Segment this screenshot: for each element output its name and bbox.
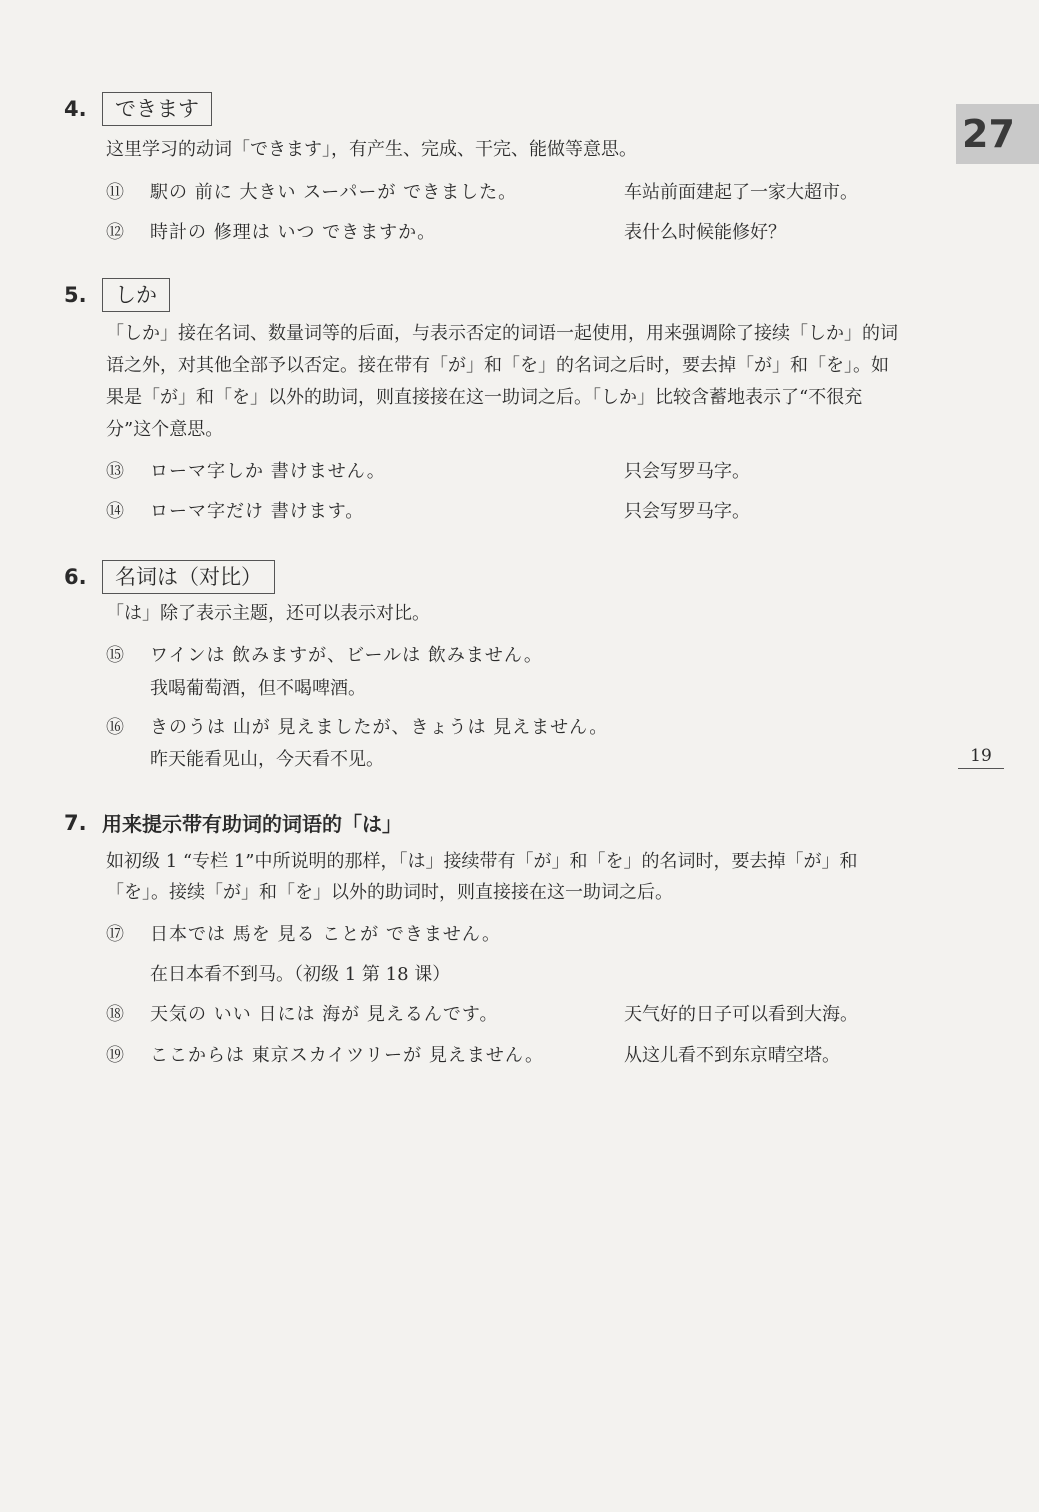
example-chinese: 只会写罗马字。 bbox=[624, 501, 750, 522]
example-japanese: 日本では 馬を 見る ことが できません。 bbox=[150, 924, 501, 945]
example-row bbox=[106, 641, 906, 671]
example-chinese: 表什么时候能修好？ bbox=[624, 222, 786, 243]
section-title-box: 名词は（对比） bbox=[102, 560, 275, 594]
example-row bbox=[106, 457, 906, 487]
example-row bbox=[106, 1041, 906, 1071]
example-number: ⑬ bbox=[106, 461, 124, 482]
example-number: ⑯ bbox=[106, 717, 124, 738]
example-japanese: 時計の 修理は いつ できますか。 bbox=[150, 222, 437, 243]
example-number: ⑮ bbox=[106, 645, 124, 666]
section-paragraph: 「は」除了表示主题，还可以表示对比。 bbox=[106, 603, 430, 624]
section-title-box: できます bbox=[102, 92, 212, 126]
example-japanese: きのうは 山が 見えましたが、きょうは 見えません。 bbox=[150, 717, 609, 738]
example-chinese: 我喝葡萄酒，但不喝啤酒。 bbox=[150, 678, 366, 699]
example-number: ⑫ bbox=[106, 222, 124, 243]
section-title: 用来提示带有助词的词语的「は」 bbox=[102, 812, 402, 836]
section-number: 4. bbox=[64, 97, 87, 121]
example-row bbox=[106, 713, 906, 743]
section-number: 7. bbox=[64, 810, 87, 835]
example-number: ⑭ bbox=[106, 501, 124, 522]
example-chinese: 在日本看不到马。（初级 1 第 18 课） bbox=[150, 964, 451, 985]
section-paragraph: 这里学习的动词「できます」，有产生、完成、干完、能做等意思。 bbox=[106, 139, 637, 160]
example-number: ⑰ bbox=[106, 924, 124, 945]
section-heading-4 bbox=[64, 92, 212, 126]
example-japanese: ローマ字だけ 書けます。 bbox=[150, 501, 365, 522]
section-heading-7 bbox=[64, 808, 402, 837]
example-chinese: 天气好的日子可以看到大海。 bbox=[624, 1004, 858, 1025]
example-japanese: ここからは 東京スカイツリーが 見えません。 bbox=[150, 1045, 544, 1066]
page-number: 19 bbox=[958, 746, 1004, 769]
example-chinese: 昨天能看见山，今天看不见。 bbox=[150, 749, 384, 770]
example-chinese: 车站前面建起了一家大超市。 bbox=[624, 182, 858, 203]
example-japanese: 天気の いい 日には 海が 見えるんです。 bbox=[150, 1004, 499, 1025]
example-number: ⑱ bbox=[106, 1004, 124, 1025]
example-row bbox=[106, 497, 906, 527]
section-heading-6 bbox=[64, 560, 275, 594]
example-japanese: ローマ字しか 書けません。 bbox=[150, 461, 386, 482]
example-row bbox=[106, 178, 906, 208]
example-japanese: ワインは 飲みますが、ビールは 飲みません。 bbox=[150, 645, 543, 666]
example-japanese: 駅の 前に 大きい スーパーが できました。 bbox=[150, 182, 518, 203]
example-chinese: 只会写罗马字。 bbox=[624, 461, 750, 482]
example-row bbox=[106, 1000, 906, 1030]
chapter-tab: 27 bbox=[956, 104, 1039, 164]
example-row bbox=[106, 218, 906, 248]
section-number: 6. bbox=[64, 565, 87, 589]
section-heading-5 bbox=[64, 278, 170, 312]
example-number: ⑪ bbox=[106, 182, 124, 203]
section-paragraph: 如初级 1 “专栏 1”中所说明的那样，「は」接续带有「が」和「を」的名词时，要去掉「が」和「を」。接续「が」和「を」以外的助词时，则直接接在这一助词之后。 bbox=[106, 851, 858, 903]
example-row bbox=[106, 920, 906, 950]
example-chinese: 从这儿看不到东京晴空塔。 bbox=[624, 1045, 840, 1066]
section-paragraph: 「しか」接在名词、数量词等的后面，与表示否定的词语一起使用，用来强调除了接续「しか」的词语之外，对其他全部予以否定。接在带有「が」和「を」的名词之后时，要去掉「が」和「を」。如果是「が」和「を」以外的助词，则直接接在这一助词之后。「しか」比较含蓄地表示了“不很充分”这个意思。 bbox=[106, 323, 898, 440]
section-title-box: しか bbox=[102, 278, 170, 312]
example-number: ⑲ bbox=[106, 1045, 124, 1066]
section-number: 5. bbox=[64, 283, 87, 307]
